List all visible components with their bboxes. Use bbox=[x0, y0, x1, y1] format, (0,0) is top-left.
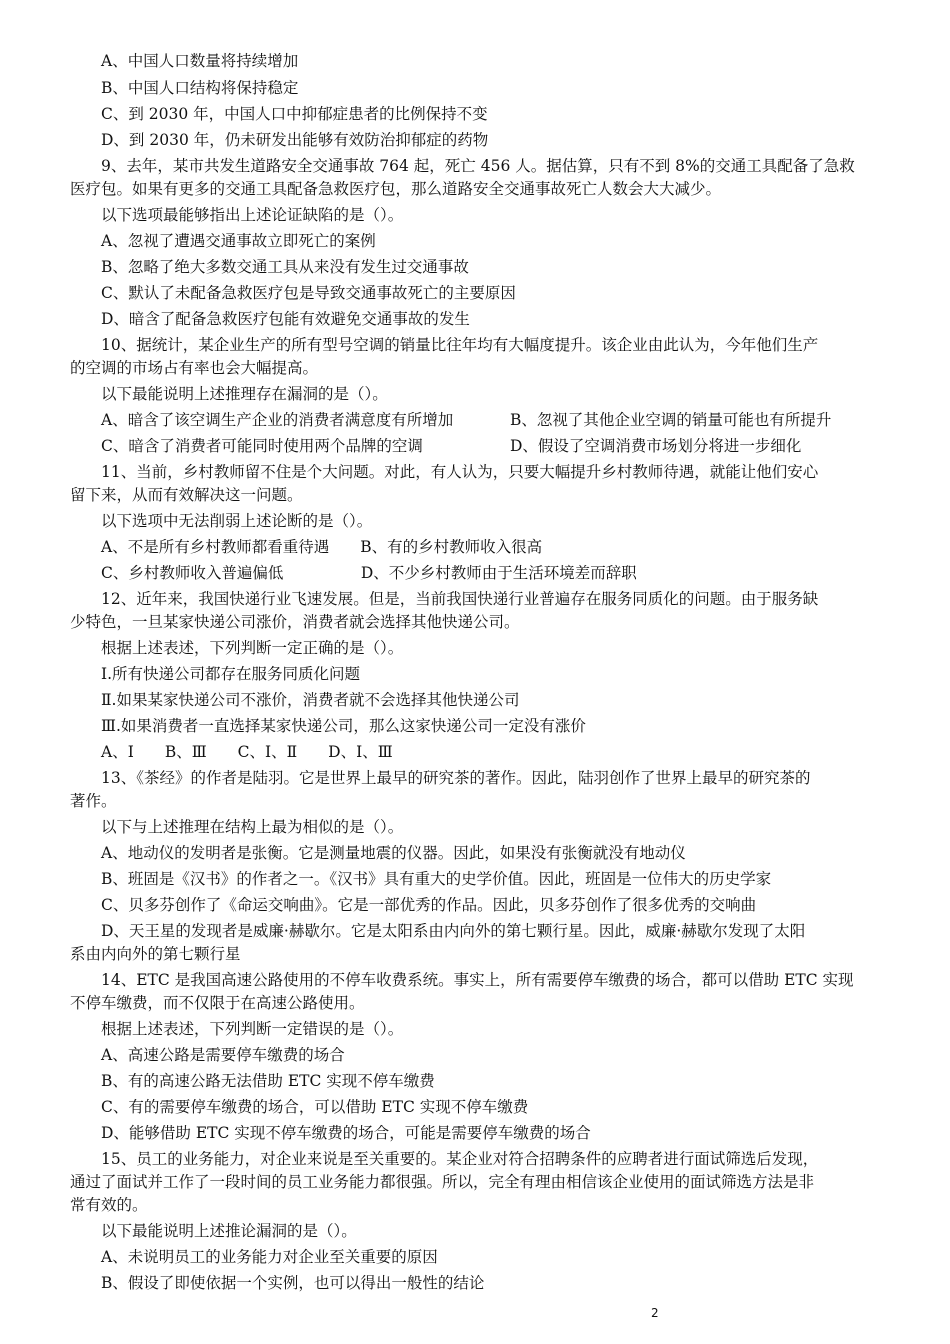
question-line: 通过了面试并工作了一段时间的员工业务能力都很强。所以，完全有理由相信该企业使用的面试筛选方法是非 bbox=[70, 1173, 815, 1191]
question-line: 留下来，从而有效解决这一问题。 bbox=[70, 486, 303, 504]
option-line: D、假设了空调消费市场划分将进一步细化 bbox=[510, 437, 802, 455]
prompt-line: 以下与上述推理在结构上最为相似的是（）。 bbox=[101, 818, 404, 836]
option-line: C、乡村教师收入普遍偏低 D、不少乡村教师由于生活环境差而辞职 bbox=[101, 564, 637, 582]
option-line: C、默认了未配备急救医疗包是导致交通事故死亡的主要原因 bbox=[101, 284, 516, 302]
prompt-line: 根据上述表述，下列判断一定正确的是（）。 bbox=[101, 639, 404, 657]
option-line: A、地动仪的发明者是张衡。它是测量地震的仪器。因此，如果没有张衡就没有地动仪 bbox=[101, 844, 686, 862]
option-line: 系由内向外的第七颗行星 bbox=[70, 945, 241, 963]
question-line: 15、员工的业务能力，对企业来说是至关重要的。某企业对符合招聘条件的应聘者进行面试筛选后发现， bbox=[101, 1150, 819, 1168]
question-line: 12、近年来，我国快递行业飞速发展。但是，当前我国快递行业普遍存在服务同质化的问题。由于服务缺 bbox=[101, 590, 819, 608]
prompt-line: 以下最能说明上述推理存在漏洞的是（）。 bbox=[101, 385, 388, 403]
option-line: D、能够借助 ETC 实现不停车缴费的场合，可能是需要停车缴费的场合 bbox=[101, 1124, 591, 1142]
question-line: 医疗包。如果有更多的交通工具配备急救医疗包，那么道路安全交通事故死亡人数会大大减少。 bbox=[70, 180, 722, 198]
question-line: 10、据统计，某企业生产的所有型号空调的销量比往年均有大幅度提升。该企业由此认为，今年他们生产 bbox=[101, 336, 819, 354]
option-line: B、班固是《汉书》的作者之一。《汉书》具有重大的史学价值。因此，班固是一位伟大的历史学家 bbox=[101, 870, 772, 888]
question-line: 14、ETC 是我国高速公路使用的不停车收费系统。事实上，所有需要停车缴费的场合，都可以借助 ETC 实现 bbox=[101, 971, 854, 989]
option-line: A、Ⅰ B、Ⅲ C、Ⅰ、Ⅱ D、Ⅰ、Ⅲ bbox=[101, 743, 393, 761]
question-line: 少特色，一旦某家快递公司涨价，消费者就会选择其他快递公司。 bbox=[70, 613, 520, 631]
prompt-line: 以下选项中无法削弱上述论断的是（）。 bbox=[101, 512, 373, 530]
option-line: A、未说明员工的业务能力对企业至关重要的原因 bbox=[101, 1248, 438, 1266]
option-line: C、有的需要停车缴费的场合，可以借助 ETC 实现不停车缴费 bbox=[101, 1098, 529, 1116]
option-line: B、忽略了绝大多数交通工具从来没有发生过交通事故 bbox=[101, 258, 469, 276]
statement-line: Ⅲ.如果消费者一直选择某家快递公司，那么这家快递公司一定没有涨价 bbox=[101, 717, 586, 735]
question-line: 不停车缴费，而不仅限于在高速公路使用。 bbox=[70, 994, 365, 1012]
option-line: B、有的高速公路无法借助 ETC 实现不停车缴费 bbox=[101, 1072, 435, 1090]
option-line: A、不是所有乡村教师都看重待遇 B、有的乡村教师收入很高 bbox=[101, 538, 543, 556]
option-line: C、暗含了消费者可能同时使用两个品牌的空调 bbox=[101, 437, 423, 455]
statement-line: Ⅰ.所有快递公司都存在服务同质化问题 bbox=[101, 665, 361, 683]
option-line: A、暗含了该空调生产企业的消费者满意度有所增加 bbox=[101, 411, 454, 429]
option-line: B、忽视了其他企业空调的销量可能也有所提升 bbox=[510, 411, 832, 429]
option-line: A、高速公路是需要停车缴费的场合 bbox=[101, 1046, 345, 1064]
prompt-line: 以下选项最能够指出上述论证缺陷的是（）。 bbox=[101, 206, 404, 224]
option-line: A、忽视了遭遇交通事故立即死亡的案例 bbox=[101, 232, 376, 250]
option-line: A、中国人口数量将持续增加 bbox=[101, 52, 299, 70]
question-line: 9、去年，某市共发生道路安全交通事故 764 起，死亡 456 人。据估算，只有不到 8%的交通工具配备了急救 bbox=[101, 157, 855, 175]
option-line: C、到 2030 年，中国人口中抑郁症患者的比例保持不变 bbox=[101, 105, 488, 123]
question-line: 11、当前，乡村教师留不住是个大问题。对此，有人认为，只要大幅提升乡村教师待遇，就能让他们安心 bbox=[101, 463, 819, 481]
prompt-line: 根据上述表述，下列判断一定错误的是（）。 bbox=[101, 1020, 404, 1038]
question-line: 13、《茶经》的作者是陆羽。它是世界上最早的研究茶的著作。因此，陆羽创作了世界上最早的研究茶的 bbox=[101, 769, 811, 787]
prompt-line: 以下最能说明上述推论漏洞的是（）。 bbox=[101, 1222, 357, 1240]
option-line: D、到 2030 年，仍未研发出能够有效防治抑郁症的药物 bbox=[101, 131, 489, 149]
option-line: B、假设了即使依据一个实例，也可以得出一般性的结论 bbox=[101, 1274, 485, 1292]
statement-line: Ⅱ.如果某家快递公司不涨价，消费者就不会选择其他快递公司 bbox=[101, 691, 520, 709]
question-line: 著作。 bbox=[70, 792, 117, 810]
question-line: 的空调的市场占有率也会大幅提高。 bbox=[70, 359, 319, 377]
option-line: B、中国人口结构将保持稳定 bbox=[101, 79, 299, 97]
page-number: 2 bbox=[651, 1306, 659, 1320]
option-line: D、暗含了配备急救医疗包能有效避免交通事故的发生 bbox=[101, 310, 470, 328]
option-line: C、贝多芬创作了《命运交响曲》。它是一部优秀的作品。因此，贝多芬创作了很多优秀的交响曲 bbox=[101, 896, 757, 914]
option-line: D、天王星的发现者是威廉·赫歇尔。它是太阳系由内向外的第七颗行星。因此，威廉·赫歇尔发现了太阳 bbox=[101, 922, 806, 940]
question-line: 常有效的。 bbox=[70, 1196, 148, 1214]
